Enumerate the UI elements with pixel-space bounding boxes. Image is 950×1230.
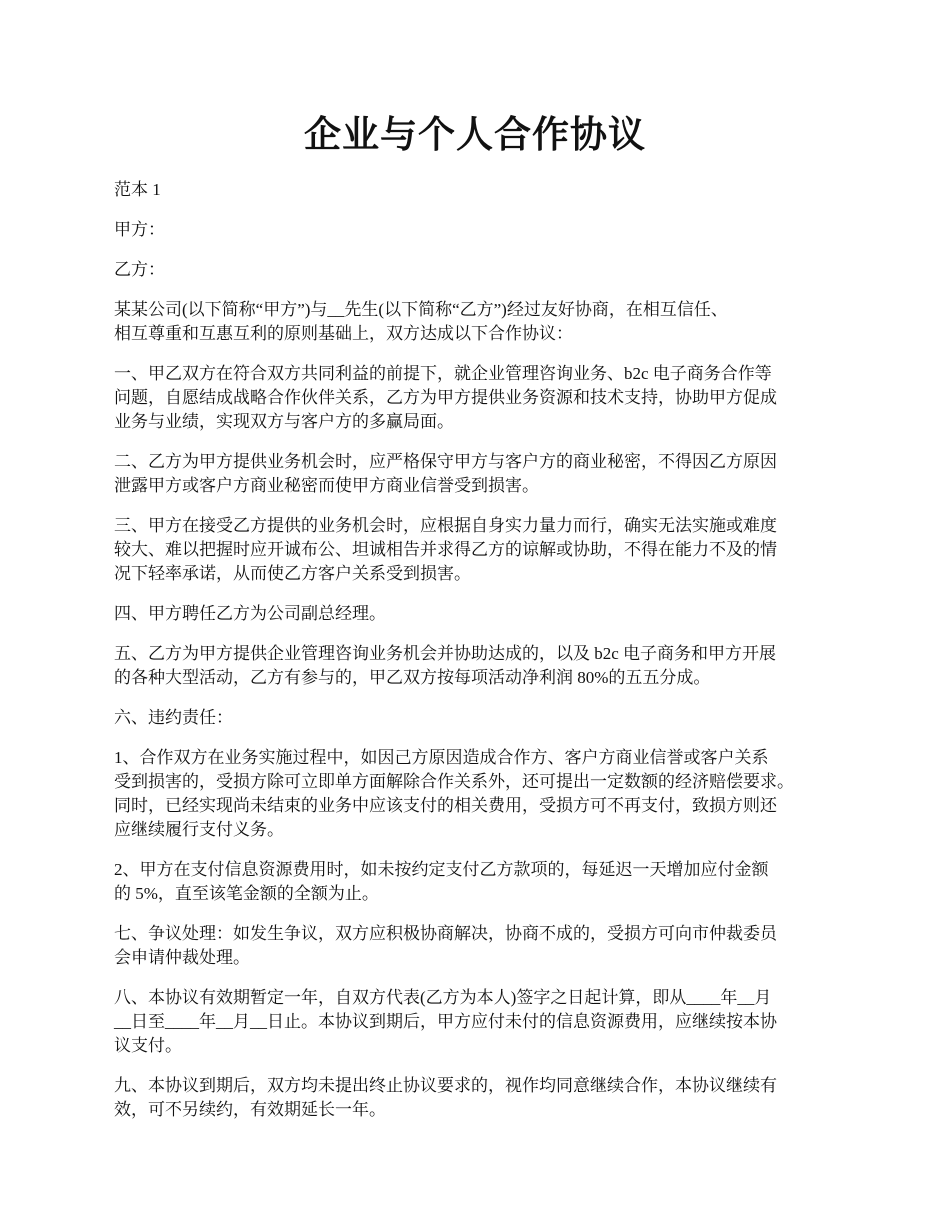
paragraph-clause-9: 九、本协议到期后，双方均未提出终止协议要求的，视作均同意继续合作，本协议继续有 效，可不另续约，有效期延长一年。 xyxy=(114,1076,777,1119)
paragraph-intro: 某某公司(以下简称“甲方”)与__先生(以下简称“乙方”)经过友好协商，在相互信任、 相互尊重和互惠互利的原则基础上，双方达成以下合作协议： xyxy=(114,300,728,343)
paragraph-clause-3: 三、甲方在接受乙方提供的业务机会时，应根据自身实力量力而行，确实无法实施或难度 较大、难以把握时应开诚布公、坦诚相告并求得乙方的谅解或协助，不得在能力不及的情 况下轻率承诺，从而使乙方客户关系受到损害。 xyxy=(114,516,777,583)
paragraph-clause-6-item-2: 2、甲方在支付信息资源费用时，如未按约定支付乙方款项的，每延迟一天增加应付金额 的 5%，直至该笔金额的全额为止。 xyxy=(114,860,769,903)
paragraph-clause-5: 五、乙方为甲方提供企业管理咨询业务机会并协助达成的，以及 b2c 电子商务和甲方开展 的各种大型活动，乙方有参与的，甲乙双方按每项活动净利润 80%的五五分成。 xyxy=(114,644,777,687)
paragraph-template-label: 范本 1 xyxy=(114,180,161,199)
paragraph-clause-1: 一、甲乙双方在符合双方共同利益的前提下，就企业管理咨询业务、b2c 电子商务合作等 问题，自愿结成战略合作伙伴关系，乙方为甲方提供业务资源和技术支持，协助甲方促成 业务与业绩，实现双方与客户方的多赢局面。 xyxy=(114,364,777,431)
paragraph-clause-8: 八、本协议有效期暂定一年，自双方代表(乙方为本人)签字之日起计算，即从____年__月 __日至____年__月__日止。本协议到期后，甲方应付未付的信息资源费用，应继续按本协 议支付。 xyxy=(114,988,777,1055)
paragraph-clause-6-item-1: 1、合作双方在业务实施过程中，如因己方原因造成合作方、客户方商业信誉或客户关系 受到损害的，受损方除可立即单方面解除合作关系外，还可提出一定数额的经济赔偿要求。 同时，已经实现尚未结束的业务中应该支付的相关费用，受损方可不再支付，致损方则还 应继续履行支付义务。 xyxy=(114,748,794,839)
paragraph-party-a: 甲方： xyxy=(114,220,165,239)
paragraph-party-b: 乙方： xyxy=(114,260,165,279)
paragraph-clause-2: 二、乙方为甲方提供业务机会时，应严格保守甲方与客户方的商业秘密，不得因乙方原因 泄露甲方或客户方商业秘密而使甲方商业信誉受到损害。 xyxy=(114,452,777,495)
paragraph-clause-7: 七、争议处理：如发生争议，双方应积极协商解决，协商不成的，受损方可向市仲裁委员 会申请仲裁处理。 xyxy=(114,924,777,967)
paragraph-clause-4: 四、甲方聘任乙方为公司副总经理。 xyxy=(114,604,386,623)
paragraph-clause-6-heading: 六、违约责任： xyxy=(114,708,233,727)
document-title: 企业与个人合作协议 xyxy=(304,115,646,156)
document-body xyxy=(114,178,854,1138)
